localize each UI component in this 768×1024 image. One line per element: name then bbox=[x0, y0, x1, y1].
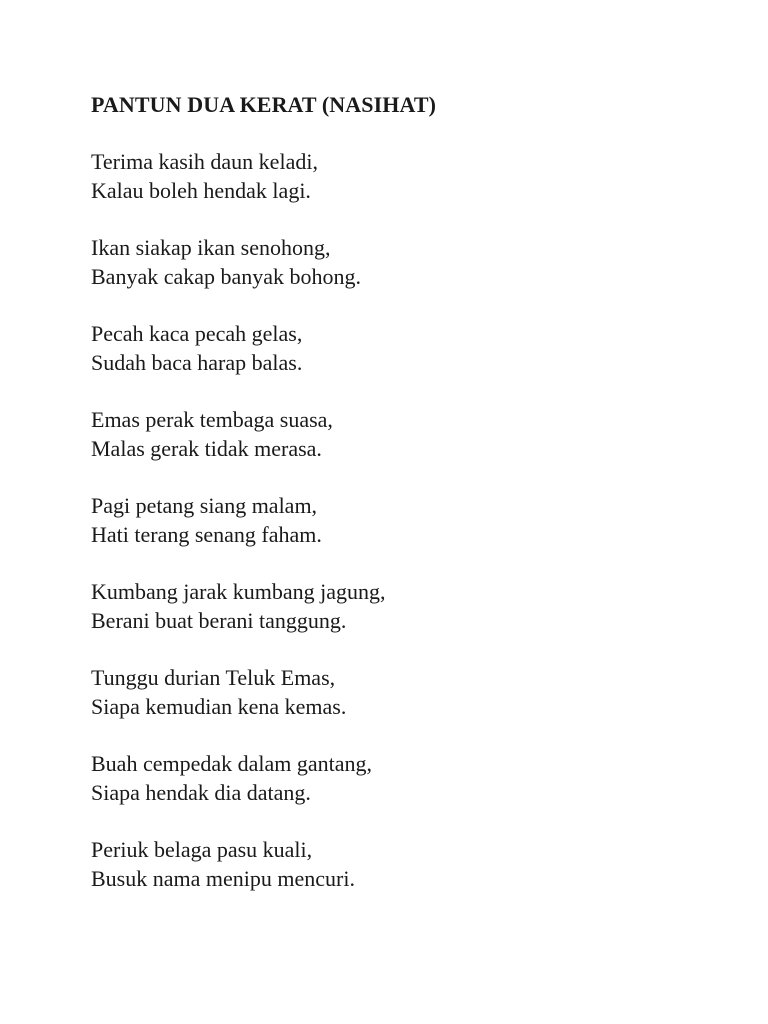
stanza-line: Hati terang senang faham. bbox=[91, 522, 322, 547]
stanza-line: Buah cempedak dalam gantang, bbox=[91, 751, 373, 776]
stanza-line: Kalau boleh hendak lagi. bbox=[91, 178, 311, 203]
stanza-line: Ikan siakap ikan senohong, bbox=[91, 235, 331, 260]
stanza-8 bbox=[91, 749, 731, 807]
stanza-line: Malas gerak tidak merasa. bbox=[91, 436, 322, 461]
stanza-line: Pecah kaca pecah gelas, bbox=[91, 321, 303, 346]
stanza-3 bbox=[91, 319, 731, 377]
stanza-5 bbox=[91, 491, 731, 549]
stanza-line: Tunggu durian Teluk Emas, bbox=[91, 665, 336, 690]
stanza-line: Terima kasih daun keladi, bbox=[91, 149, 318, 174]
document-title: PANTUN DUA KERAT (NASIHAT) bbox=[91, 92, 437, 117]
stanza-4 bbox=[91, 405, 731, 463]
stanza-line: Busuk nama menipu mencuri. bbox=[91, 866, 355, 891]
stanza-9 bbox=[91, 835, 731, 893]
stanza-line: Kumbang jarak kumbang jagung, bbox=[91, 579, 386, 604]
document-page bbox=[91, 90, 731, 921]
stanza-1 bbox=[91, 147, 731, 205]
stanza-line: Periuk belaga pasu kuali, bbox=[91, 837, 313, 862]
stanza-line: Berani buat berani tanggung. bbox=[91, 608, 347, 633]
stanza-line: Sudah baca harap balas. bbox=[91, 350, 303, 375]
stanza-line: Emas perak tembaga suasa, bbox=[91, 407, 333, 432]
stanza-6 bbox=[91, 577, 731, 635]
stanza-7 bbox=[91, 663, 731, 721]
stanza-line: Siapa hendak dia datang. bbox=[91, 780, 311, 805]
stanza-line: Banyak cakap banyak bohong. bbox=[91, 264, 362, 289]
stanza-line: Pagi petang siang malam, bbox=[91, 493, 318, 518]
stanza-line: Siapa kemudian kena kemas. bbox=[91, 694, 347, 719]
stanza-2 bbox=[91, 233, 731, 291]
